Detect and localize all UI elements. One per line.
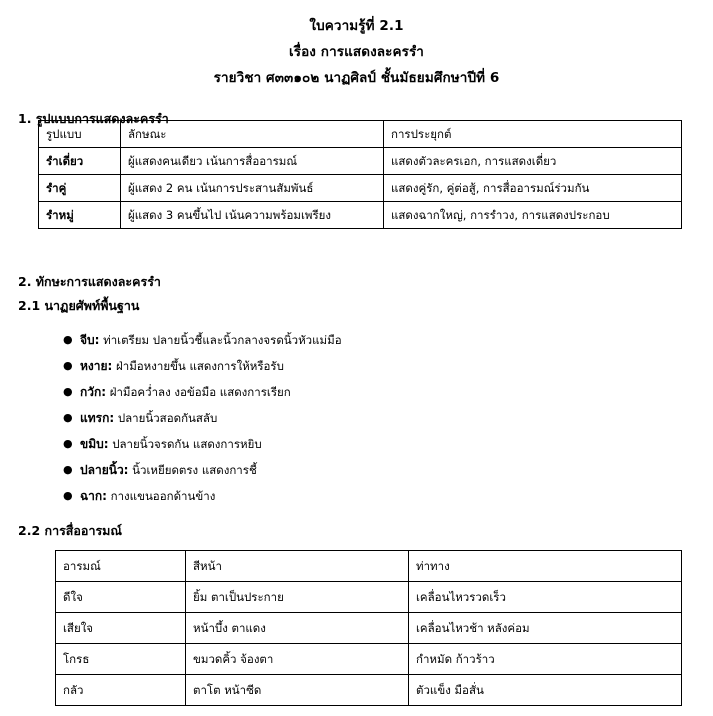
table-header-cell-face: สีหน้า (186, 551, 409, 582)
table-cell-format: รำคู่ (39, 175, 121, 202)
table-header-cell-emotion: อารมณ์ (56, 551, 186, 582)
table-row (56, 582, 682, 613)
table-row (39, 202, 682, 229)
table-row (39, 175, 682, 202)
table-header-cell-format: รูปแบบ (39, 121, 121, 148)
table-cell-characteristic: ผู้แสดง 3 คนขึ้นไป เน้นความพร้อมเพรียง (121, 202, 384, 229)
term-list-wrap (0, 327, 713, 509)
table-header-cell-application: การประยุกต์ (384, 121, 682, 148)
bullet-icon: ● (63, 333, 73, 346)
term-label: แทรก: (80, 411, 115, 425)
document-title-line-1: ใบความรู้ที่ 2.1 (309, 18, 404, 34)
table-cell-face: หน้าบึ้ง ตาแดง (186, 613, 409, 644)
list-item (0, 405, 713, 431)
section-heading-emotion-wrap (0, 521, 713, 541)
term-description: ฝ่ามือคว่ำลง งอข้อมือ แสดงการเรียก (109, 385, 291, 399)
list-item (0, 483, 713, 509)
bullet-icon: ● (63, 411, 73, 424)
bullet-icon: ● (63, 489, 73, 502)
table-header-row (56, 551, 682, 582)
table-cell-application: แสดงตัวละครเอก, การแสดงเดี่ยว (384, 148, 682, 175)
term-description: กางแขนออกด้านข้าง (110, 489, 216, 503)
table-header-cell-characteristic: ลักษณะ (121, 121, 384, 148)
section-heading-skills: 2. ทักษะการแสดงละครรำ (18, 274, 161, 289)
bullet-icon: ● (63, 463, 73, 476)
list-item (0, 353, 713, 379)
document-title-block (0, 0, 713, 91)
document-title-line-3: รายวิชา ศ๓๓๑๐๒ นาฏศิลป์ ชั้นมัธยมศึกษาปีที่ 6 (213, 70, 500, 86)
term-label: ปลายนิ้ว: (80, 463, 129, 477)
section-heading-skills-wrap (0, 272, 713, 292)
table-row (56, 675, 682, 706)
table-cell-format: รำเดี่ยว (39, 148, 121, 175)
term-label: จีบ: (80, 333, 100, 347)
table-row (39, 148, 682, 175)
term-list (0, 327, 713, 509)
term-description: ฝ่ามือหงายขึ้น แสดงการให้หรือรับ (116, 359, 284, 373)
table-emotions (55, 550, 682, 706)
section-heading-terms-wrap (0, 296, 713, 316)
table-cell-face: ตาโต หน้าซีด (186, 675, 409, 706)
term-description: ปลายนิ้วสอดกันสลับ (117, 411, 218, 425)
table-cell-emotion: กลัว (56, 675, 186, 706)
list-item (0, 379, 713, 405)
section-heading-emotion: 2.2 การสื่ออารมณ์ (18, 523, 123, 538)
table-cell-emotion: โกรธ (56, 644, 186, 675)
table-cell-gesture: ตัวแข็ง มือสั่น (409, 675, 682, 706)
table-cell-face: ยิ้ม ตาเป็นประกาย (186, 582, 409, 613)
table-header-row (39, 121, 682, 148)
table-cell-characteristic: ผู้แสดงคนเดียว เน้นการสื่ออารมณ์ (121, 148, 384, 175)
bullet-icon: ● (63, 385, 73, 398)
bullet-icon: ● (63, 437, 73, 450)
term-label: ขมิบ: (80, 437, 109, 451)
table-cell-gesture: เคลื่อนไหวรวดเร็ว (409, 582, 682, 613)
term-description: นิ้วเหยียดตรง แสดงการชี้ (132, 463, 257, 477)
table-row (56, 613, 682, 644)
table-cell-characteristic: ผู้แสดง 2 คน เน้นการประสานสัมพันธ์ (121, 175, 384, 202)
list-item (0, 327, 713, 353)
table-cell-application: แสดงคู่รัก, คู่ต่อสู้, การสื่ออารมณ์ร่วมกัน (384, 175, 682, 202)
list-item (0, 431, 713, 457)
section-heading-formats: 1. รูปแบบการแสดงละครรำ (18, 111, 169, 126)
table-cell-gesture: เคลื่อนไหวช้า หลังค่อม (409, 613, 682, 644)
list-item (0, 457, 713, 483)
table-cell-gesture: กำหมัด ก้าวร้าว (409, 644, 682, 675)
table-performance-formats (38, 120, 682, 229)
term-label: ฉาก: (80, 489, 107, 503)
table-cell-emotion: เสียใจ (56, 613, 186, 644)
table-cell-format: รำหมู่ (39, 202, 121, 229)
section-heading-terms: 2.1 นาฏยศัพท์พื้นฐาน (18, 298, 140, 313)
term-label: หงาย: (80, 359, 113, 373)
table-row (56, 644, 682, 675)
term-description: ท่าเตรียม ปลายนิ้วชี้และนิ้วกลางจรดนิ้วหัวแม่มือ (103, 333, 342, 347)
term-description: ปลายนิ้วจรดกัน แสดงการหยิบ (112, 437, 262, 451)
table-header-cell-gesture: ท่าทาง (409, 551, 682, 582)
bullet-icon: ● (63, 359, 73, 372)
table-cell-application: แสดงฉากใหญ่, การรำวง, การแสดงประกอบ (384, 202, 682, 229)
term-label: กวัก: (80, 385, 107, 399)
table-cell-face: ขมวดคิ้ว จ้องตา (186, 644, 409, 675)
document-title-line-2: เรื่อง การแสดงละครรำ (289, 44, 424, 60)
table-cell-emotion: ดีใจ (56, 582, 186, 613)
